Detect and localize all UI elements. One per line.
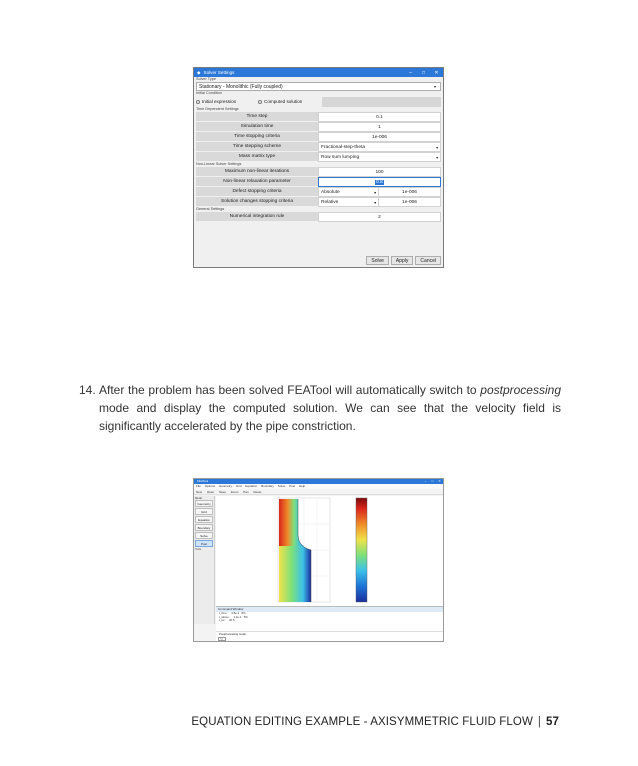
relaxation-row — [196, 177, 441, 187]
mode-post-button[interactable]: Post — [195, 540, 213, 547]
time-scheme-select[interactable] — [318, 142, 441, 152]
mode-boundary-button[interactable]: Boundary — [195, 524, 213, 531]
minimize-button[interactable]: – — [409, 69, 412, 76]
integration-rule-row — [196, 212, 441, 222]
command-output-line: t_iatime : 1.0e-1 5% — [219, 614, 248, 619]
maximize-icon[interactable]: □ — [431, 479, 434, 483]
running-title: EQUATION EDITING EXAMPLE - AXISYMMETRIC FLUID FLOW — [191, 716, 533, 728]
defect-stopping-field — [318, 187, 441, 197]
time-step-row — [196, 112, 441, 122]
solver-type-value: Stationary - Monolithic (Fully coupled) — [199, 83, 283, 90]
select-value: Relative — [321, 199, 339, 205]
select-value: Fractional-step-theta — [321, 144, 365, 150]
radio-label: Computed solution — [264, 99, 303, 104]
radio-label: Initial expression — [202, 99, 237, 104]
maximize-button[interactable]: □ — [421, 69, 426, 76]
footer-separator: | — [537, 716, 541, 728]
max-iterations-input[interactable]: 100 — [318, 167, 441, 177]
initial-condition-heading: Initial Condition — [196, 91, 222, 95]
dialog-titlebar — [194, 68, 443, 77]
row-label: Non-linear relaxation parameter — [196, 177, 318, 187]
time-step-input[interactable]: 0.1 — [318, 112, 441, 122]
time-stopping-row — [196, 132, 441, 142]
tools-heading: Tools — [195, 548, 202, 551]
command-window — [216, 606, 444, 642]
dialog-title: Solver Settings — [203, 70, 235, 75]
open-button[interactable]: Open — [206, 490, 215, 494]
featool-toolbar — [194, 489, 443, 495]
defect-stopping-row — [196, 187, 441, 197]
mode-geometry-button[interactable]: Geometry — [195, 500, 213, 507]
simulation-time-row — [196, 122, 441, 132]
row-label: Simulation time — [196, 122, 318, 132]
row-label: Time step — [196, 112, 318, 122]
reset-button[interactable]: Reset — [253, 490, 262, 494]
mode-solve-button[interactable]: Solve — [195, 532, 213, 539]
menu-grid[interactable]: Grid — [235, 484, 242, 488]
dialog-buttons — [366, 256, 441, 265]
mode-sidebar — [194, 496, 215, 624]
command-input[interactable]: >> — [218, 637, 226, 641]
solution-value-input[interactable]: 1e-006 — [402, 199, 417, 205]
row-label: Defect stopping criteria — [196, 187, 318, 197]
time-scheme-row — [196, 142, 441, 152]
new-button[interactable]: New — [196, 490, 203, 494]
radio-icon — [258, 100, 262, 104]
chevron-down-icon: ▾ — [374, 190, 376, 195]
integration-rule-input[interactable]: 2 — [318, 212, 441, 222]
time-dependent-heading: Time Dependent Settings — [196, 107, 239, 111]
cancel-button[interactable]: Cancel — [415, 256, 441, 265]
command-output-line: t_tot : 20.5 — [219, 618, 235, 623]
apply-button[interactable]: Apply — [391, 256, 414, 265]
menu-options[interactable]: Options — [204, 484, 216, 488]
status-text: Postprocessing mode. — [216, 631, 444, 636]
defect-mode-select[interactable] — [319, 188, 379, 196]
menu-help[interactable]: Help — [299, 484, 306, 488]
featool-title: FEATool — [197, 479, 209, 483]
colorbar — [356, 498, 367, 602]
close-icon[interactable]: ✕ — [438, 479, 441, 483]
mode-grid-button[interactable]: Grid — [195, 508, 213, 515]
flow-domain-upper — [279, 499, 304, 546]
app-icon: ◆ — [197, 69, 201, 75]
solver-settings-dialog — [193, 67, 444, 268]
pan-button[interactable]: Pan — [243, 490, 249, 494]
solution-mode-select[interactable] — [319, 198, 379, 206]
step-number: 14. — [79, 383, 96, 397]
mode-equation-button[interactable]: Equation — [195, 516, 213, 523]
chevron-down-icon: ▾ — [374, 200, 376, 205]
step-text: After the problem has been solved FEATool will automatically switch to postprocessing mode and display the computed solution. We can see that the velocity field is significantly accelerated by the pipe constriction. — [99, 383, 561, 433]
row-label: Solution changes stopping criteria — [196, 197, 318, 207]
nonlinear-heading: Non-Linear Solver Settings — [196, 162, 242, 166]
close-button[interactable]: ✕ — [434, 69, 439, 76]
row-label: Numerical integration rule — [196, 212, 318, 222]
minimize-icon[interactable]: – — [424, 479, 427, 483]
row-label: Maximum non-linear iterations — [196, 167, 318, 177]
initial-expression-field — [322, 97, 441, 107]
solution-plot-svg — [216, 496, 444, 606]
row-label: Time stopping criteria — [196, 132, 318, 142]
chevron-down-icon: ▾ — [434, 84, 437, 89]
defect-value-input[interactable]: 1e-006 — [402, 189, 417, 195]
chevron-down-icon: ▾ — [436, 145, 438, 150]
menu-post[interactable]: Post — [289, 484, 296, 488]
selected-text: 0.8 — [376, 179, 383, 185]
menu-geometry[interactable]: Geometry — [218, 484, 233, 488]
menu-file[interactable]: File — [196, 484, 201, 488]
emphasis: postprocessing — [480, 383, 561, 397]
save-button[interactable]: Save — [219, 490, 226, 494]
featool-window — [193, 478, 444, 642]
postprocessing-plot[interactable] — [216, 496, 444, 606]
time-stopping-input[interactable]: 1e-006 — [318, 132, 441, 142]
general-heading: General Settings — [196, 207, 225, 211]
page-number: 57 — [546, 716, 559, 728]
max-iterations-row — [196, 167, 441, 177]
radio-icon — [196, 100, 200, 104]
page-footer — [191, 716, 559, 728]
step-14-paragraph — [79, 381, 561, 435]
relaxation-input[interactable] — [318, 177, 441, 187]
select-value: Row sum lumping — [321, 154, 360, 160]
solution-changes-row — [196, 197, 441, 207]
mass-matrix-row — [196, 152, 441, 162]
initial-condition-group — [196, 96, 441, 107]
chevron-down-icon: ▾ — [436, 155, 438, 160]
row-label: Mass matrix type — [196, 152, 318, 162]
solver-type-select[interactable] — [196, 82, 441, 91]
simulation-time-input[interactable]: 1 — [318, 122, 441, 132]
mode-heading: Mode — [195, 496, 202, 500]
solver-type-heading: Solver Type — [196, 77, 216, 81]
initial-expression-radio[interactable] — [196, 99, 258, 104]
solve-button[interactable]: Solve — [366, 256, 389, 265]
computed-solution-radio[interactable] — [258, 99, 320, 104]
solution-changes-field — [318, 197, 441, 207]
command-output-line: t_tlmu : 3.8e-1 8% — [219, 611, 246, 615]
menu-boundary[interactable]: Boundary — [261, 484, 274, 488]
select-value: Absolute — [321, 189, 340, 195]
mass-matrix-select[interactable] — [318, 152, 441, 162]
row-label: Time stepping scheme — [196, 142, 318, 152]
command-window-header: Command Window — [216, 607, 444, 612]
zoom-button[interactable]: Zoom — [230, 490, 239, 494]
menu-solve[interactable]: Solve — [277, 484, 286, 488]
menu-equation[interactable]: Equation — [245, 484, 258, 488]
